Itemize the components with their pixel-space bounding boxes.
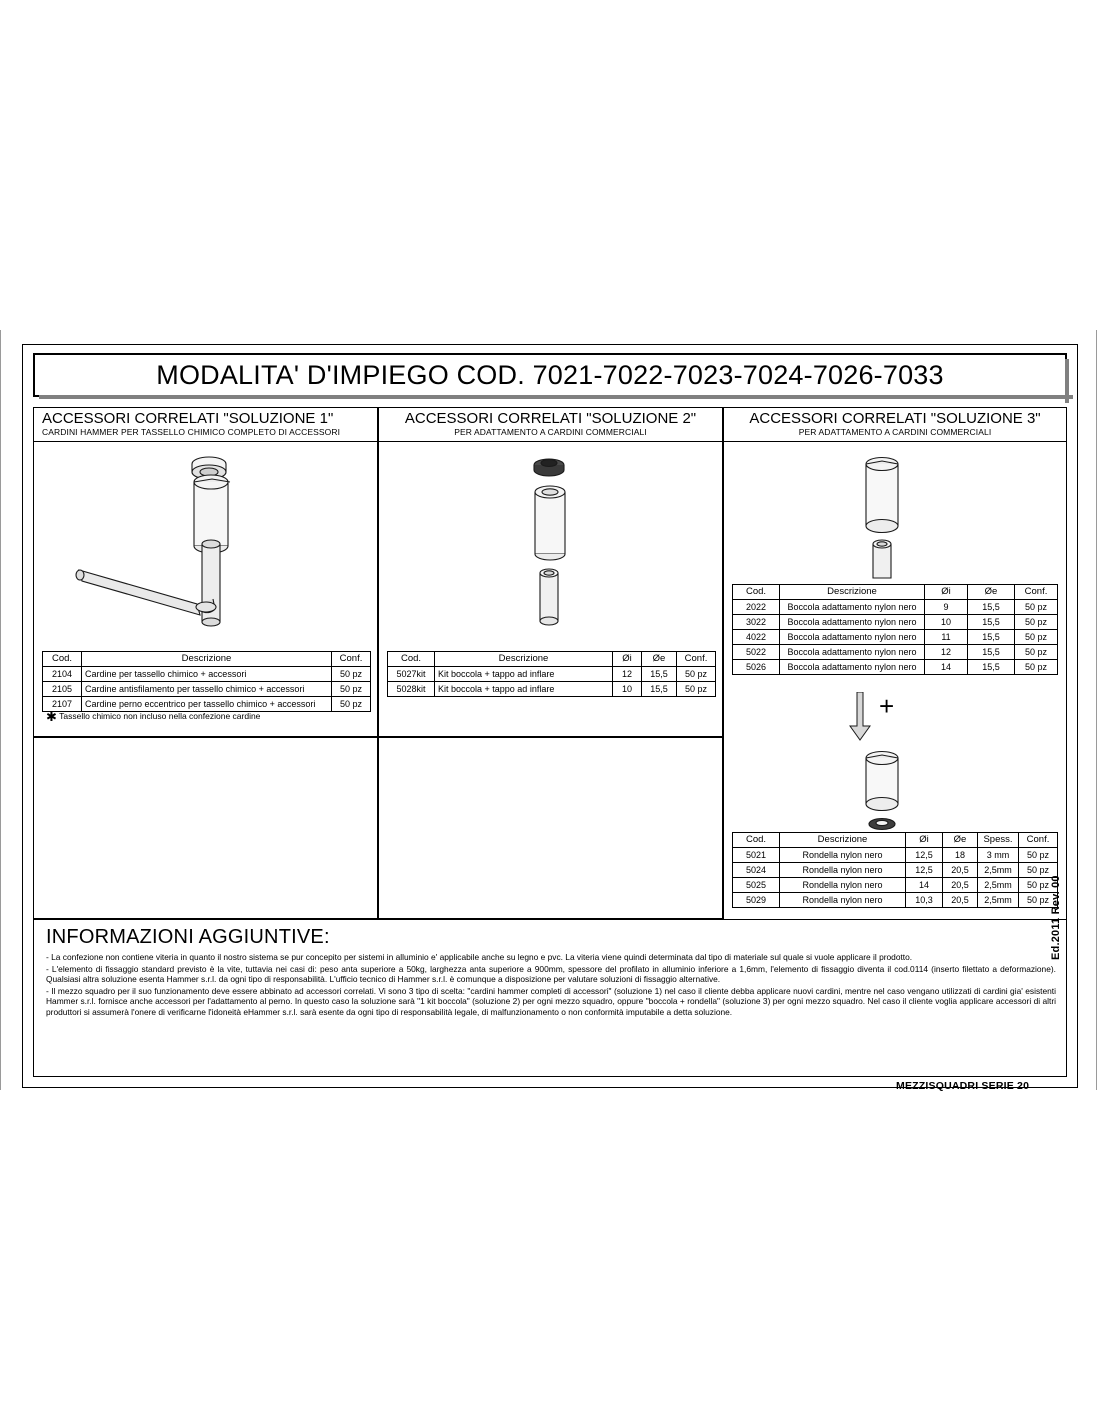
cell-conf: 50 pz xyxy=(1015,600,1058,615)
additional-information-panel xyxy=(33,919,1067,1077)
cell-oe: 15,5 xyxy=(968,660,1015,675)
solution-1-header xyxy=(34,408,377,442)
table-row xyxy=(733,848,1058,863)
cell-descrizione: Cardine per tassello chimico + accessori xyxy=(82,667,332,682)
table-row xyxy=(43,667,371,682)
table-header-row xyxy=(388,652,716,667)
table-row xyxy=(388,682,716,697)
col-header-cod: Cod. xyxy=(43,652,82,667)
solution-1-heading: ACCESSORI CORRELATI "SOLUZIONE 1" xyxy=(42,410,334,427)
cell-spess: 2,5mm xyxy=(978,863,1019,878)
col-header-cod: Cod. xyxy=(733,585,780,600)
asterisk-icon: ✱ xyxy=(46,709,57,724)
cell-descrizione: Boccola adattamento nylon nero xyxy=(780,600,925,615)
solution-3-panel xyxy=(723,407,1067,967)
info-title: INFORMAZIONI AGGIUNTIVE: xyxy=(46,926,330,948)
cell-oi: 11 xyxy=(925,630,968,645)
cell-oe: 20,5 xyxy=(943,878,978,893)
table-header-row xyxy=(733,585,1058,600)
cell-oe: 15,5 xyxy=(642,682,677,697)
table-row xyxy=(733,878,1058,893)
col-header-descrizione: Descrizione xyxy=(82,652,332,667)
solution-1-subheading: CARDINI HAMMER PER TASSELLO CHIMICO COMPLETO DI ACCESSORI xyxy=(42,427,341,437)
solution-3-washer-table xyxy=(732,832,1058,908)
cell-cod: 5029 xyxy=(733,893,780,908)
cell-conf: 50 pz xyxy=(1015,615,1058,630)
cell-oi: 10,3 xyxy=(906,893,943,908)
cell-spess: 3 mm xyxy=(978,848,1019,863)
solution-1-footnote xyxy=(46,711,366,722)
cell-descrizione: Cardine perno eccentrico per tassello chimico + accessori xyxy=(82,697,332,712)
solution-2-heading: ACCESSORI CORRELATI "SOLUZIONE 2" xyxy=(404,410,697,427)
cell-spess: 2,5mm xyxy=(978,893,1019,908)
cell-oi: 12,5 xyxy=(906,848,943,863)
cell-conf: 50 pz xyxy=(1019,863,1058,878)
cell-cod: 4022 xyxy=(733,630,780,645)
col-header-descrizione: Descrizione xyxy=(780,833,906,848)
solution-2-empty-panel xyxy=(378,737,723,919)
cell-oi: 12,5 xyxy=(906,863,943,878)
cell-oe: 15,5 xyxy=(968,645,1015,660)
cell-cod: 5026 xyxy=(733,660,780,675)
cell-conf: 50 pz xyxy=(1019,878,1058,893)
page-title: MODALITA' D'IMPIEGO COD. 7021-7022-7023-7024-7026-7033 xyxy=(156,359,944,390)
cell-descrizione: Rondella nylon nero xyxy=(780,848,906,863)
cell-descrizione: Kit boccola + tappo ad inflare xyxy=(435,667,613,682)
down-arrow-icon xyxy=(844,692,874,742)
cell-oi: 10 xyxy=(925,615,968,630)
cell-oe: 15,5 xyxy=(642,667,677,682)
solution-1-empty-panel xyxy=(33,737,378,919)
solution-2-header xyxy=(379,408,722,442)
solution-2-panel xyxy=(378,407,723,737)
table-row xyxy=(733,863,1058,878)
cell-oe: 15,5 xyxy=(968,600,1015,615)
cell-cod: 5024 xyxy=(733,863,780,878)
col-header-conf: Conf. xyxy=(1019,833,1058,848)
info-paragraph-3: - Il mezzo squadro per il suo funzionamento deve essere abbinato ad accessori correlati. Vi sono 3 tipo di scelta: "cardini hammer completi di accessori" (soluzione 1) nel caso il cliente debba applicare nuovi cardini, mentre nel caso vengano utilizzati di cardini gia' esistenti Hammer s.r.l. fornisce anche accessori per l'adattamento al perno. In questo caso la soluzione sarà "1 kit boccola" (soluzione 2) per ogni mezzo squadro, oppure "boccola + rondella" (soluzione 3) per ogni mezzo squadro. Nel caso il cliente voglia applicare accessori di altri produttori si assumerà l'onere di verificarne l'idoneità eHammer s.r.l. sarà esente da ogni tipo di responsabilità legale, di malfunzionamento o non conformità imputabile a detta soluzione. xyxy=(46,985,1056,1017)
cell-conf: 50 pz xyxy=(677,682,716,697)
table-header-row xyxy=(43,652,371,667)
cell-oe: 15,5 xyxy=(968,630,1015,645)
cell-cod: 5025 xyxy=(733,878,780,893)
solution-2-subheading: PER ADATTAMENTO A CARDINI COMMERCIALI xyxy=(454,427,647,437)
cell-cod: 3022 xyxy=(733,615,780,630)
cell-descrizione: Rondella nylon nero xyxy=(780,863,906,878)
cell-descrizione: Cardine antisfilamento per tassello chimico + accessori xyxy=(82,682,332,697)
cell-conf: 50 pz xyxy=(1015,645,1058,660)
cell-conf: 50 pz xyxy=(1015,630,1058,645)
cell-cod: 2022 xyxy=(733,600,780,615)
crop-mark-right xyxy=(1096,330,1097,1090)
footnote-text: Tassello chimico non incluso nella confezione cardine xyxy=(59,711,261,721)
plus-symbol: + xyxy=(879,691,895,721)
cell-oe: 20,5 xyxy=(943,863,978,878)
table-row xyxy=(43,682,371,697)
cell-oi: 9 xyxy=(925,600,968,615)
table-row xyxy=(733,630,1058,645)
cell-cod: 5027kit xyxy=(388,667,435,682)
col-header-diameter-external: Øe xyxy=(968,585,1015,600)
crop-mark-left xyxy=(0,330,1,1090)
cell-oi: 10 xyxy=(613,682,642,697)
cell-oi: 12 xyxy=(925,645,968,660)
col-header-cod: Cod. xyxy=(733,833,780,848)
col-header-diameter-internal: Øi xyxy=(925,585,968,600)
solution-3-subheading: PER ADATTAMENTO A CARDINI COMMERCIALI xyxy=(798,427,992,437)
cell-cod: 2105 xyxy=(43,682,82,697)
cell-descrizione: Boccola adattamento nylon nero xyxy=(780,630,925,645)
technical-sheet xyxy=(22,344,1078,1088)
cell-conf: 50 pz xyxy=(1019,893,1058,908)
cell-descrizione: Kit boccola + tappo ad inflare xyxy=(435,682,613,697)
col-header-diameter-external: Øe xyxy=(642,652,677,667)
solution-3-drawing-bottom xyxy=(724,744,1066,834)
cell-conf: 50 pz xyxy=(1019,848,1058,863)
cell-conf: 50 pz xyxy=(332,697,371,712)
col-header-diameter-internal: Øi xyxy=(906,833,943,848)
cell-descrizione: Rondella nylon nero xyxy=(780,878,906,893)
cell-descrizione: Boccola adattamento nylon nero xyxy=(780,615,925,630)
col-header-spessore: Spess. xyxy=(978,833,1019,848)
table-row xyxy=(733,615,1058,630)
solution-2-table xyxy=(387,651,716,697)
cell-oe: 18 xyxy=(943,848,978,863)
cell-spess: 2,5mm xyxy=(978,878,1019,893)
table-row xyxy=(733,660,1058,675)
solution-3-heading: ACCESSORI CORRELATI "SOLUZIONE 3" xyxy=(749,410,1041,427)
cell-descrizione: Boccola adattamento nylon nero xyxy=(780,660,925,675)
cell-conf: 50 pz xyxy=(332,667,371,682)
cell-cod: 5028kit xyxy=(388,682,435,697)
info-paragraph-1: - La confezione non contiene viteria in quanto il nostro sistema se pur concepito per sistemi in alluminio e' applicabile anche su legno e pvc. La viteria viene quindi determinata dal tipo di materiale sul quale si vuole applicare il prodotto. xyxy=(46,952,913,962)
cell-cod: 5022 xyxy=(733,645,780,660)
cell-cod: 5021 xyxy=(733,848,780,863)
cell-oe: 20,5 xyxy=(943,893,978,908)
table-row xyxy=(733,645,1058,660)
table-row xyxy=(733,600,1058,615)
info-paragraph-2: - L'elemento di fissaggio standard previsto è la vite, tuttavia nei casi di: peso anta superiore a 50kg, larghezza anta superiore a 900mm, spessore del profilato in alluminio inferiore a 1,6mm, l'elemento di fissaggio diventa il cod.0114 (inserto filettato a deformazione). Qualsiasi altra soluzione esenta Hammer s.r.l. da ogni tipo di responsabilità. L'ufficio tecnico di Hammer s.r.l. è comunque a disposizione per valutare soluzioni di fissaggio alternative. xyxy=(46,963,1056,985)
solution-1-table xyxy=(42,651,371,712)
banner-shadow-bottom xyxy=(39,395,1073,399)
col-header-conf: Conf. xyxy=(332,652,371,667)
col-header-descrizione: Descrizione xyxy=(435,652,613,667)
cell-descrizione: Rondella nylon nero xyxy=(780,893,906,908)
solution-2-drawing xyxy=(379,448,722,653)
table-row xyxy=(388,667,716,682)
solution-3-header xyxy=(724,408,1066,442)
col-header-conf: Conf. xyxy=(1015,585,1058,600)
document-title-banner xyxy=(33,353,1067,397)
cell-oi: 14 xyxy=(906,878,943,893)
cell-oe: 15,5 xyxy=(968,615,1015,630)
cell-conf: 50 pz xyxy=(1015,660,1058,675)
solution-1-drawing xyxy=(34,448,377,648)
table-row xyxy=(733,893,1058,908)
table-row xyxy=(43,697,371,712)
col-header-descrizione: Descrizione xyxy=(780,585,925,600)
revision-label: Ed.2011 Rev. 00 xyxy=(1050,875,1062,960)
cell-oi: 12 xyxy=(613,667,642,682)
solution-3-drawing-top xyxy=(724,448,1066,580)
cell-conf: 50 pz xyxy=(677,667,716,682)
col-header-conf: Conf. xyxy=(677,652,716,667)
cell-descrizione: Boccola adattamento nylon nero xyxy=(780,645,925,660)
cell-cod: 2107 xyxy=(43,697,82,712)
col-header-cod: Cod. xyxy=(388,652,435,667)
cell-conf: 50 pz xyxy=(332,682,371,697)
cell-oi: 14 xyxy=(925,660,968,675)
table-header-row xyxy=(733,833,1058,848)
col-header-diameter-external: Øe xyxy=(943,833,978,848)
series-footer-label: MEZZISQUADRI SERIE 20 xyxy=(896,1080,1030,1092)
solution-1-panel xyxy=(33,407,378,737)
cell-cod: 2104 xyxy=(43,667,82,682)
col-header-diameter-internal: Øi xyxy=(613,652,642,667)
solution-3-bushing-table xyxy=(732,584,1058,675)
